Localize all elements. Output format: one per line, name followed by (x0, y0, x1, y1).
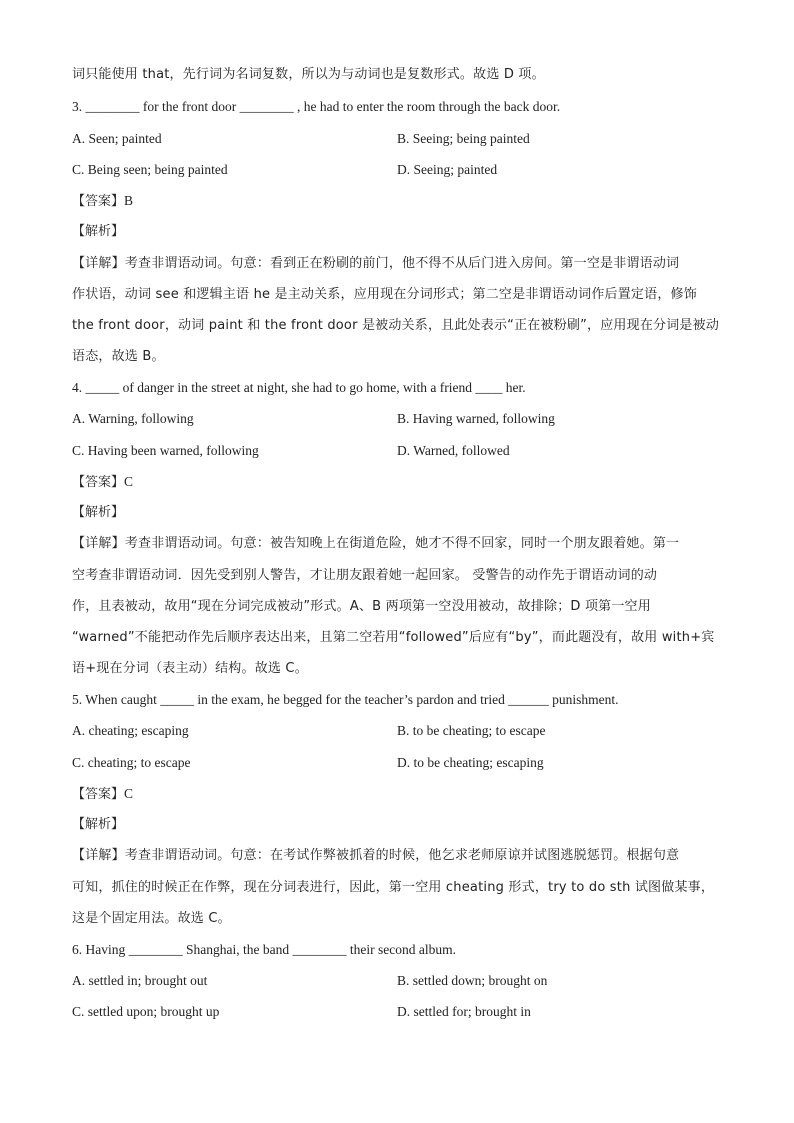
q3-stem: 3. ________ for the front door ________ , he had to enter the room through the back door. (72, 99, 561, 114)
q5-detail-label: 【详解】 (72, 848, 125, 863)
q5-answer-row (72, 785, 133, 804)
q3-detail-label: 【详解】 (72, 256, 125, 271)
q5-detail-line-1: 【详解】考查非谓语动词。句意：在考试作弊被抓着的时候，他乞求老师原谅并试图逃脱惩罚。根据句意 (72, 848, 680, 863)
q4-option-a: A. Warning, following (72, 411, 194, 426)
q5-answer-label: 【答案】 (72, 787, 125, 802)
q4-stem: 4. _____ of danger in the street at night, she had to go home, with a friend ____ her. (72, 380, 526, 395)
q5-option-c: C. cheating; to escape (72, 755, 191, 770)
q5-option-d: D. to be cheating; escaping (397, 755, 544, 770)
q4-answer-value: C (124, 474, 134, 489)
q3-detail-line-1: 【详解】考查非谓语动词。句意：看到正在粉刷的前门，他不得不从后门进入房间。第一空是非谓语动词 (72, 256, 680, 271)
q5-option-a: A. cheating; escaping (72, 723, 189, 738)
q6-option-b: B. settled down; brought on (397, 973, 548, 988)
q3-analysis-label: 【解析】 (72, 224, 125, 239)
q3-answer-row (72, 192, 133, 211)
q3-option-c: C. Being seen; being painted (72, 162, 228, 177)
q6-stem: 6. Having ________ Shanghai, the band ________ their second album. (72, 942, 456, 957)
q5-detail-line-2: 可知，抓住的时候正在作弊，现在分词表进行，因此，第一空用 cheating 形式，try to do sth 试图做某事， (72, 880, 715, 895)
q6-option-d: D. settled for; brought in (397, 1004, 531, 1019)
intro-continuation: 词只能使用 that，先行词为名词复数，所以为与动词也是复数形式。故选 D 项。 (72, 67, 545, 82)
q4-detail-line-2: 空考查非谓语动词．因先受到别人警告，才让朋友跟着她一起回家。 受警告的动作先于谓语动词的动 (72, 568, 658, 583)
q5-stem: 5. When caught _____ in the exam, he begged for the teacher’s pardon and tried ______ punishment. (72, 692, 619, 707)
q4-detail-line-4: “warned”不能把动作先后顺序表达出来，且第二空若用“followed”后应有“by”，而此题没有，故用 with+宾 (72, 630, 715, 645)
q4-option-b: B. Having warned, following (397, 411, 555, 426)
q4-option-d: D. Warned, followed (397, 443, 510, 458)
q5-answer-value: C (124, 786, 134, 801)
q4-answer-row (72, 473, 133, 492)
q4-detail-line-5: 语+现在分词（表主动）结构。故选 C。 (72, 661, 308, 676)
q6-option-a: A. settled in; brought out (72, 973, 208, 988)
q4-option-c: C. Having been warned, following (72, 443, 259, 458)
q3-answer-label: 【答案】 (72, 194, 125, 209)
q5-detail-line-3: 这是个固定用法。故选 C。 (72, 911, 231, 926)
q3-option-b: B. Seeing; being painted (397, 131, 530, 146)
q4-detail-label: 【详解】 (72, 536, 125, 551)
q4-detail-line-1: 【详解】考查非谓语动词。句意：被告知晚上在街道危险，她才不得不回家，同时一个朋友跟着她。第一 (72, 536, 680, 551)
q5-analysis-label: 【解析】 (72, 817, 125, 832)
q3-answer-value: B (124, 193, 134, 208)
q4-detail-line-3: 作，且表被动，故用“现在分词完成被动”形式。A、B 两项第一空没用被动，故排除；D 项第一空用 (72, 599, 651, 614)
q3-detail-line-2: 作状语，动词 see 和逻辑主语 he 是主动关系，应用现在分词形式；第二空是非谓语动词作后置定语，修饰 (72, 287, 697, 302)
q5-option-b: B. to be cheating; to escape (397, 723, 546, 738)
q3-detail-line-4: 语态，故选 B。 (72, 349, 165, 364)
q4-analysis-label: 【解析】 (72, 505, 125, 520)
q3-detail-line-3: the front door，动词 paint 和 the front door 是被动关系，且此处表示“正在被粉刷”，应用现在分词是被动 (72, 318, 720, 333)
q4-answer-label: 【答案】 (72, 475, 125, 490)
q3-option-d: D. Seeing; painted (397, 162, 498, 177)
q6-option-c: C. settled upon; brought up (72, 1004, 220, 1019)
q3-option-a: A. Seen; painted (72, 131, 162, 146)
